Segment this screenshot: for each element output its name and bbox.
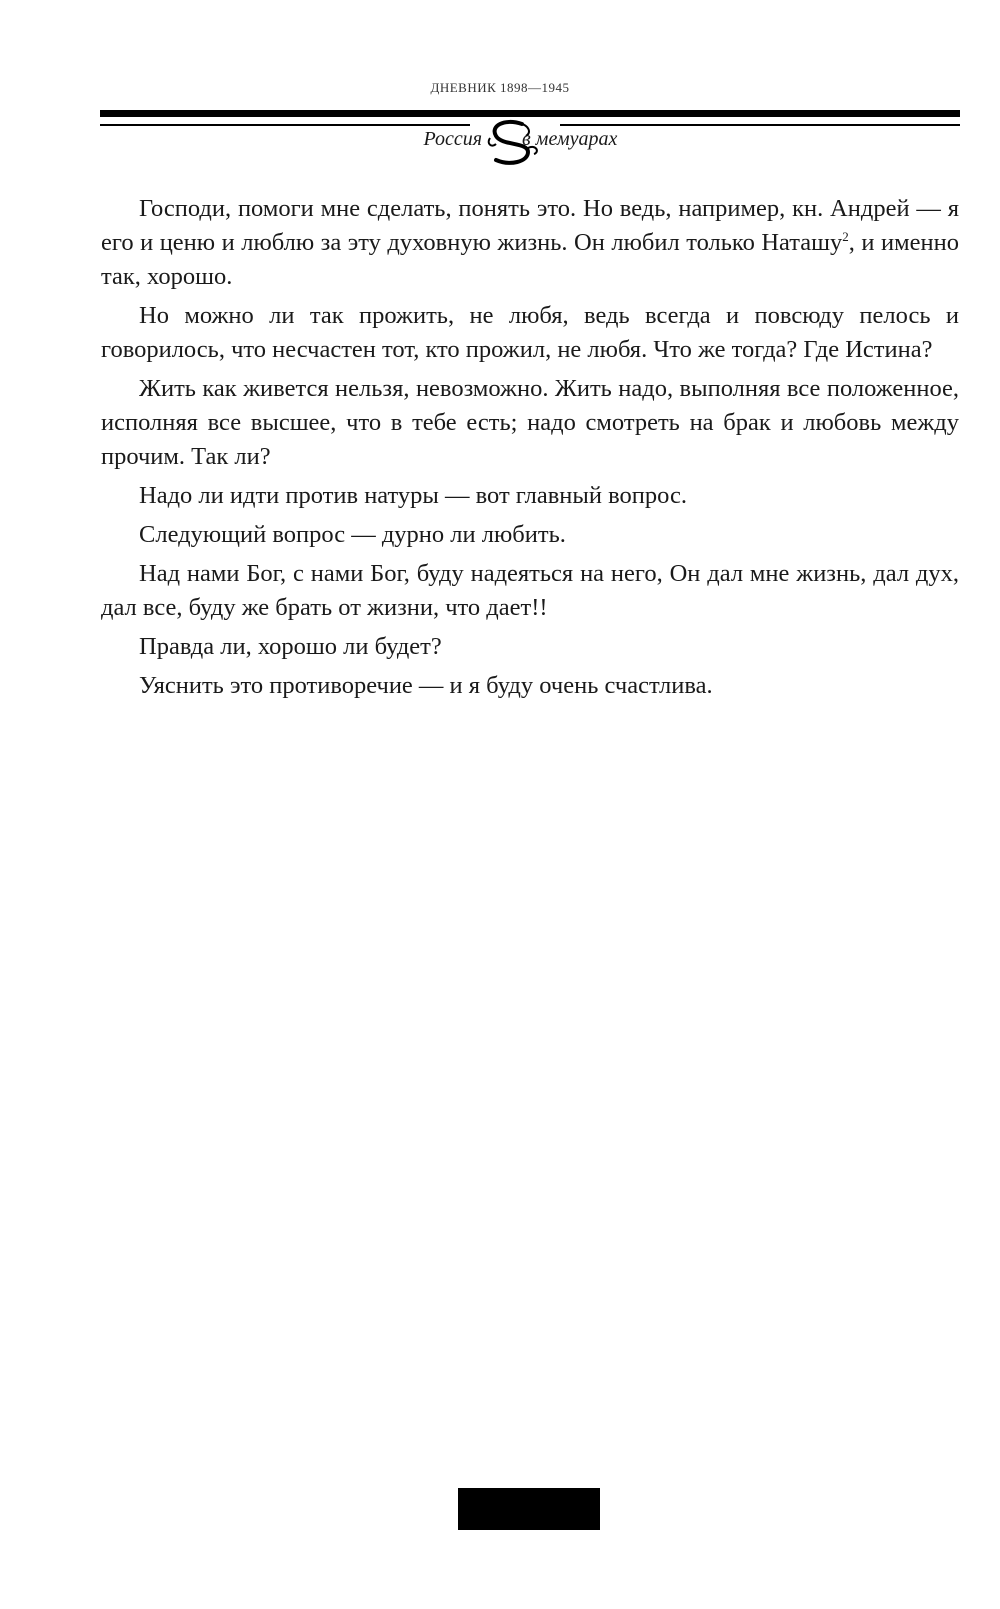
paragraph: Но можно ли так прожить, не любя, ведь всегда и повсюду пелось и говорилось, что несчастен тот, кто прожил, не любя. Что же тогда? Где Истина? [101, 302, 959, 363]
paragraph: Следующий вопрос — дурно ли любить. [139, 521, 566, 548]
footnote-ref[interactable]: 2 [842, 229, 849, 244]
header-rule-thick [100, 110, 960, 117]
body-text [101, 192, 959, 708]
series-title-right: в мемуарах [522, 128, 618, 150]
paragraph: Правда ли, хорошо ли будет? [139, 633, 442, 660]
running-title: ДНЕВНИК 1898—1945 [430, 80, 570, 95]
paragraph: Надо ли идти против натуры — вот главный вопрос. [139, 482, 687, 509]
paragraph: Над нами Бог, с нами Бог, буду надеяться на него, Он дал мне жизнь, дал дух, дал все, буду же брать от жизни, что дает!! [101, 560, 959, 621]
paragraph: Жить как живется нельзя, невозможно. Жить надо, выполняя все положенное, исполняя все высшее, что в тебе есть; надо смотреть на брак и любовь между прочим. Так ли? [101, 375, 959, 470]
series-title [0, 122, 1000, 172]
series-title-left: Россия [423, 128, 482, 150]
folio-bar [458, 1488, 600, 1530]
paragraph: Уяснить это противоречие — и я буду очень счастлива. [139, 672, 713, 699]
paragraph: Господи, помоги мне сделать, понять это. Но ведь, например, кн. Андрей — я его и ценю и люблю за эту духовную жизнь. Он любил только Наташу$^2$, и именно так, хорошо. [101, 195, 959, 290]
